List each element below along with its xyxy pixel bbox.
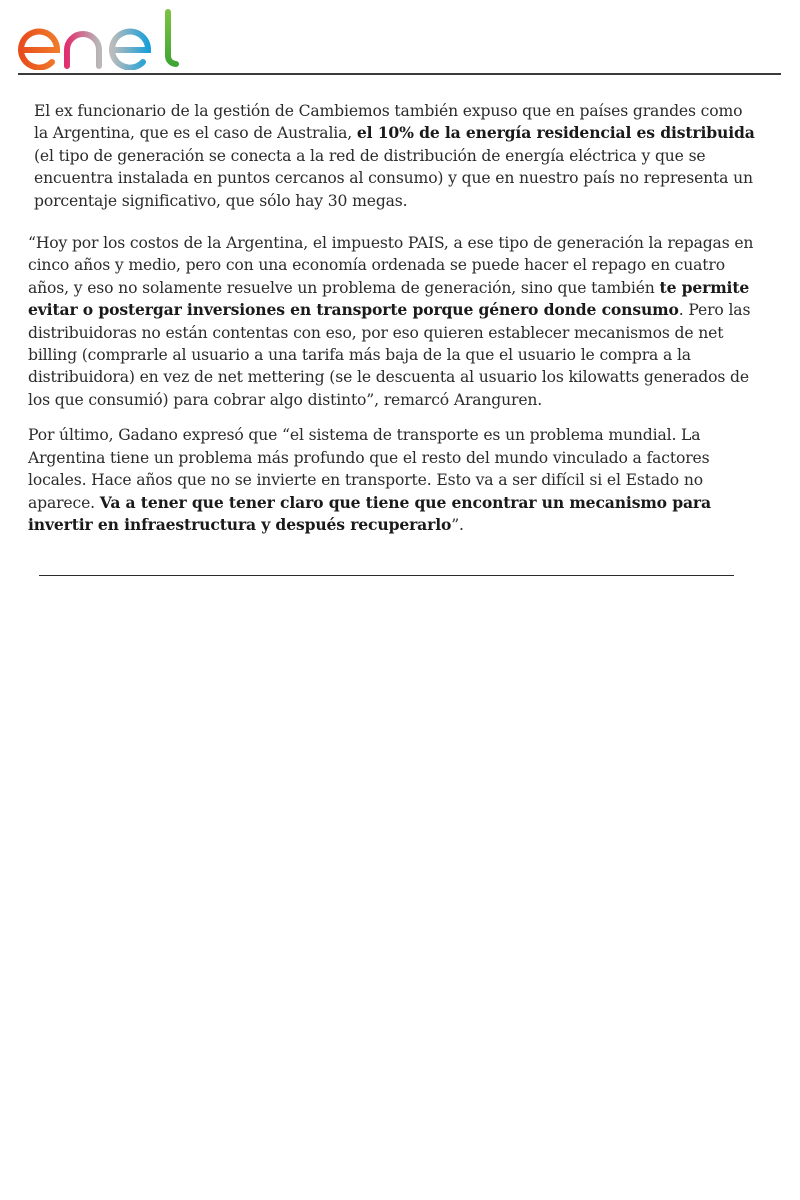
footer-divider <box>39 575 734 576</box>
highlighted-text: Va a tener que tener claro que tiene que encontrar un mecanismo para invertir en infraestructura y después recuperarlo <box>28 492 711 534</box>
paragraph-text: El ex funcionario de la gestión de Cambiemos también expuso que en países grandes como la Argentina, que es el caso de Australia, <box>34 102 743 143</box>
header-divider <box>18 73 781 75</box>
article-body <box>28 100 758 536</box>
page-header <box>0 0 800 76</box>
article-paragraph <box>28 100 758 212</box>
paragraph-text: . Pero las distribuidoras no están contentas con eso, por eso quieren establecer mecanismos de net billing (comprarle al usuario a una tarifa más baja de la que el usuario le compra a la distribuidora) en vez de net mettering (se le descuenta al usuario los kilowatts generados de los que consumió) para cobrar algo distinto”, remarcó Aranguren. <box>28 301 751 409</box>
article-paragraph <box>28 424 758 536</box>
highlighted-text: el 10% de la energía residencial es distribuida <box>356 123 755 143</box>
paragraph-text: Por último, Gadano expresó que “el sistema de transporte es un problema mundial. La Argentina tiene un problema más profundo que el resto del mundo vinculado a factores locales. Hace años que no se invierte en transporte. Esto va a ser difícil si el Estado no aparece. <box>28 426 710 512</box>
enel-logo[interactable] <box>14 6 184 70</box>
paragraph-text: “Hoy por los costos de la Argentina, el impuesto PAIS, a ese tipo de generación la repagas en cinco años y medio, pero con una economía ordenada se puede hacer el repago en cuatro años, y eso no solamente resuelve un problema de generación, sino que también <box>28 234 754 297</box>
paragraph-text: ”. <box>451 515 464 534</box>
highlighted-text: te permite evitar o postergar inversiones en transporte porque género donde consumo <box>28 277 750 320</box>
article-paragraph <box>28 232 758 411</box>
paragraph-text: (el tipo de generación se conecta a la red de distribución de energía eléctrica y que se encuentra instalada en puntos cercanos al consumo) y que en nuestro país no representa un porcentaje significativo, que sólo hay 30 megas. <box>34 146 753 210</box>
